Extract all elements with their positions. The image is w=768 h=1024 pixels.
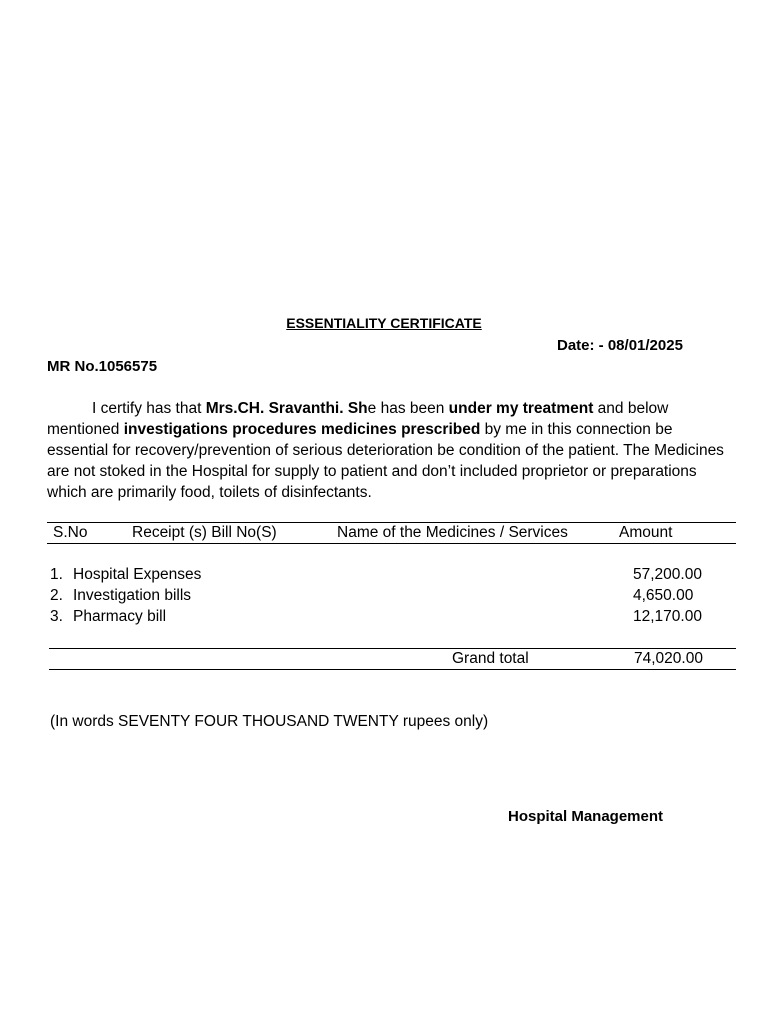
table-row — [50, 587, 63, 605]
body-text-1: I certify has that — [92, 400, 206, 417]
body-text-4: by me in this connection be essential for recovery/prevention of serious deterioration be condition of the patient. The Medicines are not stoked in the Hospital for supply to patient and don’t included proprietor or preparations which are primarily food, toilets of disinfectants. — [47, 421, 724, 501]
row-amount: 57,200.00 — [633, 566, 702, 583]
grand-total-label: Grand total — [452, 650, 529, 667]
patient-name: Mrs.CH. Sravanthi. Sh — [205, 400, 368, 417]
row-label: Pharmacy bill — [73, 608, 167, 625]
row-number: 1. — [50, 566, 63, 583]
total-top-rule — [49, 648, 736, 649]
total-bottom-rule — [49, 669, 736, 670]
header-receipt: Receipt (s) Bill No(S) — [132, 524, 277, 541]
header-amount: Amount — [619, 524, 673, 541]
amount-in-words: (In words SEVENTY FOUR THOUSAND TWENTY rupees only) — [50, 713, 489, 730]
prescribed-phrase: investigations procedures medicines prescribed — [123, 421, 481, 438]
certificate-title: ESSENTIALITY CERTIFICATE — [286, 315, 482, 331]
table-row — [50, 608, 63, 626]
table-header-rule — [47, 543, 736, 544]
certificate-date: Date: - 08/01/2025 — [557, 337, 683, 354]
signature-label: Hospital Management — [508, 808, 664, 825]
row-amount: 4,650.00 — [633, 587, 694, 604]
row-number: 2. — [50, 587, 63, 604]
row-label: Investigation bills — [73, 587, 192, 604]
grand-total-amount: 74,020.00 — [634, 650, 703, 667]
header-name: Name of the Medicines / Services — [337, 524, 568, 541]
header-sno: S.No — [53, 524, 88, 541]
certification-paragraph — [47, 398, 737, 503]
table-row — [50, 566, 63, 584]
body-text-2: e has been — [367, 400, 449, 417]
row-number: 3. — [50, 608, 63, 625]
body-text-3: and below mentioned — [47, 400, 669, 438]
treatment-phrase: under my treatment — [448, 400, 594, 417]
row-amount: 12,170.00 — [633, 608, 702, 625]
row-label: Hospital Expenses — [73, 566, 202, 583]
mr-number: MR No.1056575 — [47, 358, 158, 375]
table-top-rule — [47, 522, 736, 523]
